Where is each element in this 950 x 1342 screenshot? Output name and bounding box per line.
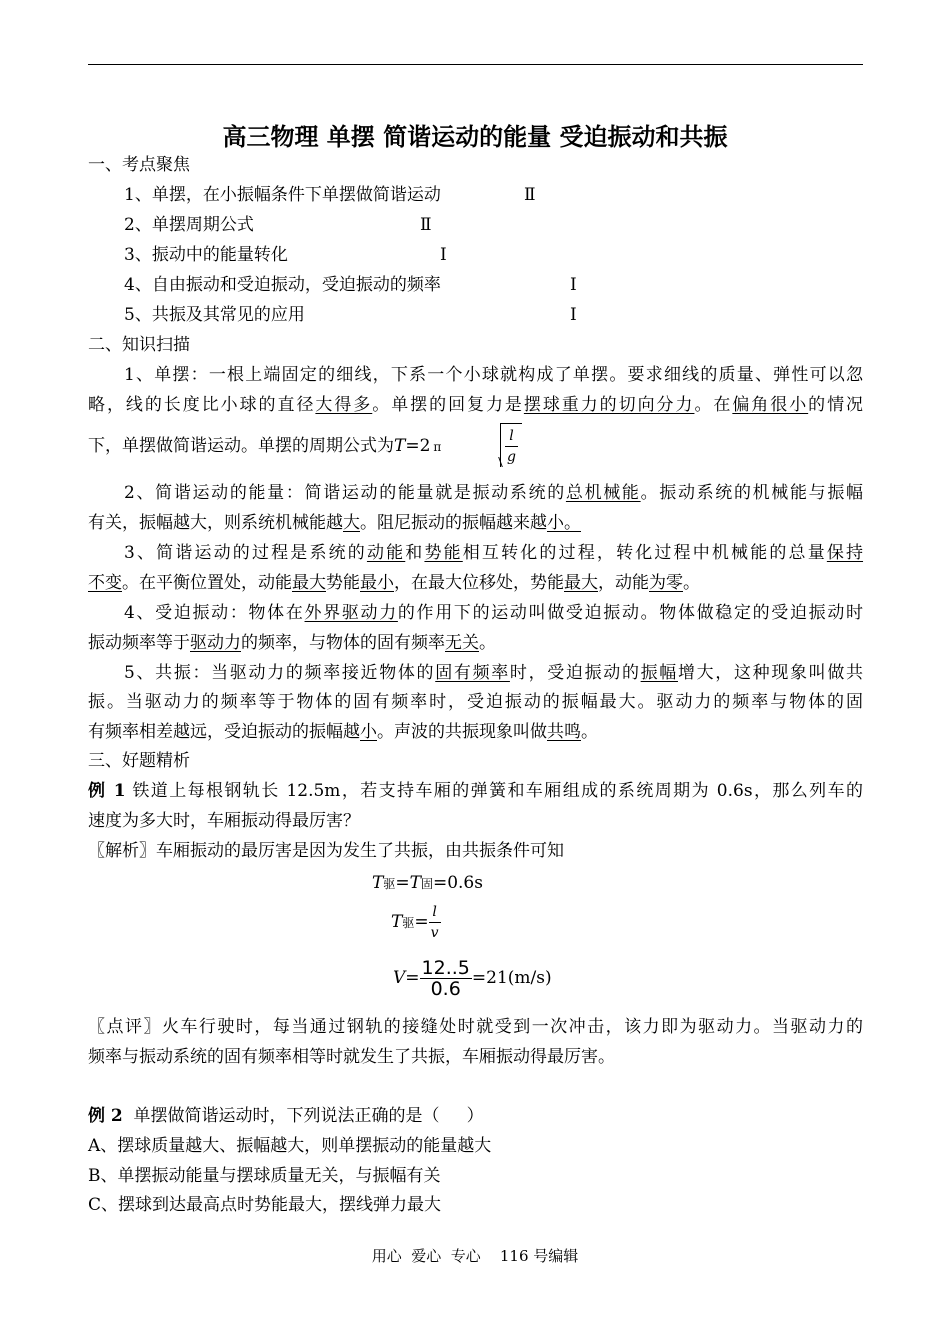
- text: =: [405, 968, 420, 988]
- text: 铁道上每根钢轨长 12.5m，若支持车厢的弹簧和车厢组成的系统周期为 0.6s，那么列车的: [125, 781, 863, 801]
- topic-text: 3、振动中的能量转化: [124, 245, 288, 265]
- option-a: A、摆球质量越大、振幅越大，则单摆振动的能量越大: [88, 1136, 492, 1156]
- text: 振动频率等于: [88, 633, 190, 653]
- example1-question-line1: [88, 781, 863, 801]
- text: 。: [683, 573, 700, 593]
- text: 。在: [694, 395, 733, 415]
- text: 5、共振：当驱动力的频率接近物体的: [124, 663, 436, 683]
- text: 。阻尼振动的振幅越来越: [360, 513, 547, 533]
- text: 的频率，与物体的固有频率: [241, 633, 445, 653]
- text: 。单摆的回复力是: [372, 395, 524, 415]
- period-symbol: T: [409, 873, 421, 893]
- para1-line1: 1、单摆：一根上端固定的细线，下系一个小球就构成了单摆。要求细线的质量、弹性可以忽: [124, 365, 863, 385]
- text: =: [414, 912, 429, 932]
- text: 有频率相差越远，受迫振动的振幅越: [88, 722, 360, 742]
- text: =0.6s: [432, 873, 483, 893]
- text: =2: [405, 436, 431, 456]
- period-symbol: T: [391, 912, 403, 932]
- option-b: B、单摆振动能量与摆球质量无关，与振幅有关: [88, 1166, 441, 1186]
- topic-text: 1、单摆，在小振幅条件下单摆做简谐运动: [124, 185, 441, 205]
- text: 4、受迫振动：物体在: [124, 603, 305, 623]
- answer-underline: 不变: [88, 573, 122, 593]
- topic-item: [88, 185, 899, 205]
- text: ，动能: [598, 573, 649, 593]
- fraction-denominator: 0.6: [420, 978, 472, 999]
- text: 单摆做简谐运动时，下列说法正确的是（ ）: [122, 1106, 484, 1126]
- option-c: C、摆球到达最高点时势能最大，摆线弹力最大: [88, 1195, 442, 1215]
- formula-driving-period: [391, 902, 441, 943]
- topic-item: [88, 275, 899, 295]
- answer-underline: 外界驱动力: [304, 603, 398, 623]
- answer-underline: 摆球重力的切向分力: [523, 395, 695, 415]
- answer-underline: 最小: [360, 573, 394, 593]
- answer-underline: 动能: [366, 543, 406, 563]
- subscript: 驱: [383, 877, 396, 891]
- answer-underline: 总机械能: [565, 483, 641, 503]
- text: 的情况: [808, 395, 864, 415]
- example1-comment-line1: 〖点评〗火车行驶时，每当通过钢轨的接缝处时就受到一次冲击，该力即为驱动力。当驱动力的: [88, 1017, 863, 1037]
- text: 。在平衡位置处，动能: [122, 573, 292, 593]
- answer-underline: 偏角很小: [732, 395, 809, 415]
- para2-line1: [88, 483, 863, 503]
- answer-underline: 小: [360, 722, 377, 742]
- period-symbol: T: [394, 436, 406, 456]
- text: 增大，这种现象叫做共: [677, 663, 864, 683]
- fraction-denominator: v: [429, 922, 441, 943]
- text: 2、简谐运动的能量：简谐运动的能量就是振动系统的: [124, 483, 566, 503]
- section2-heading: 二、知识扫描: [88, 335, 190, 355]
- answer-underline: 驱动力: [190, 633, 241, 653]
- fraction-numerator: l: [432, 904, 437, 920]
- text: 和: [405, 543, 425, 563]
- text: 。: [581, 722, 598, 742]
- example1-analysis: 〖解析〗车厢振动的最厉害是因为发生了共振，由共振条件可知: [88, 841, 564, 861]
- velocity-symbol: V: [393, 968, 406, 988]
- answer-underline: 共鸣: [547, 722, 581, 742]
- text: 有关，振幅越大，则系统机械能越: [88, 513, 343, 533]
- text: 下，单摆做简谐运动。单摆的周期公式为: [88, 436, 394, 456]
- text: 相互转化的过程，转化过程中机械能的总量: [462, 543, 827, 563]
- text: 略，线的长度比小球的直径: [88, 395, 316, 415]
- answer-underline: 振幅: [640, 663, 678, 683]
- para5-line1: [88, 663, 863, 683]
- para5-line3: [88, 722, 863, 742]
- para2-line2: [88, 513, 863, 533]
- text: 势能: [326, 573, 360, 593]
- pi-symbol: π: [433, 440, 442, 454]
- topic-text: 2、单摆周期公式: [124, 215, 254, 235]
- para4-line1: [88, 603, 863, 623]
- topic-item: [88, 245, 899, 265]
- para3-line2: [88, 573, 863, 593]
- header-rule: [88, 64, 863, 65]
- answer-underline: 大: [343, 513, 360, 533]
- answer-underline: 固有频率: [435, 663, 510, 683]
- para3-line1: [88, 543, 863, 563]
- text: 。声波的共振现象叫做: [377, 722, 547, 742]
- answer-underline: 小。: [547, 513, 581, 533]
- answer-underline: 最大: [564, 573, 598, 593]
- text: 3、简谐运动的过程是系统的: [124, 543, 367, 563]
- example2-question: [88, 1106, 863, 1126]
- topic-level: Ⅱ: [524, 185, 536, 205]
- length-symbol: l: [509, 428, 514, 444]
- topic-level: Ⅰ: [440, 245, 447, 265]
- period-formula-sqrt: [496, 423, 522, 467]
- formula-resonance-condition: [372, 873, 483, 894]
- example-label: 例 2: [88, 1106, 123, 1126]
- topic-text: 5、共振及其常见的应用: [124, 305, 305, 325]
- para5-line2: 振。当驱动力的频率等于物体的固有频率时，受迫振动的振幅最大。驱动力的频率与物体的固: [88, 692, 863, 712]
- answer-underline: 大得多: [315, 395, 373, 415]
- section1-heading: 一、考点聚焦: [88, 155, 190, 175]
- topic-level: Ⅱ: [420, 215, 432, 235]
- period-symbol: T: [372, 873, 384, 893]
- text: ，在最大位移处，势能: [394, 573, 564, 593]
- section3-heading: 三、好题精析: [88, 751, 190, 771]
- answer-underline: 势能: [424, 543, 463, 563]
- para4-line2: [88, 633, 863, 653]
- text: 的作用下的运动叫做受迫振动。物体做稳定的受迫振动时: [397, 603, 863, 623]
- topic-item: [88, 215, 899, 235]
- answer-underline: 为零: [649, 573, 683, 593]
- example1-comment-line2: 频率与振动系统的固有频率相等时就发生了共振，车厢振动得最厉害。: [88, 1047, 615, 1067]
- para1-line2: [88, 395, 863, 415]
- subscript: 固: [420, 877, 433, 891]
- text: 。振动系统的机械能与振幅: [640, 483, 863, 503]
- text: 时，受迫振动的: [509, 663, 641, 683]
- subscript: 驱: [402, 916, 415, 930]
- example-label: 例 1: [88, 781, 126, 801]
- formula-speed: [393, 958, 552, 999]
- answer-underline: 无关: [445, 633, 479, 653]
- example1-question-line2: 速度为多大时，车厢振动得最厉害？: [88, 811, 360, 831]
- text: =: [395, 873, 410, 893]
- answer-underline: 最大: [292, 573, 326, 593]
- answer-underline: 保持: [826, 543, 864, 563]
- gravity-symbol: g: [505, 446, 518, 467]
- page-footer: 用心 爱心 专心 116 号编辑: [371, 1247, 579, 1265]
- topic-level: Ⅰ: [570, 275, 577, 295]
- page-title: 高三物理 单摆 简谐运动的能量 受迫振动和共振: [222, 123, 728, 151]
- topic-level: Ⅰ: [570, 305, 577, 325]
- topic-text: 4、自由振动和受迫振动，受迫振动的频率: [124, 275, 441, 295]
- topic-item: [88, 305, 899, 325]
- text: 。: [479, 633, 496, 653]
- sqrt-sign: [500, 423, 522, 467]
- para1-line3: [88, 436, 863, 457]
- fraction-numerator: 12..5: [421, 957, 470, 979]
- text: =21(m/s): [471, 968, 552, 988]
